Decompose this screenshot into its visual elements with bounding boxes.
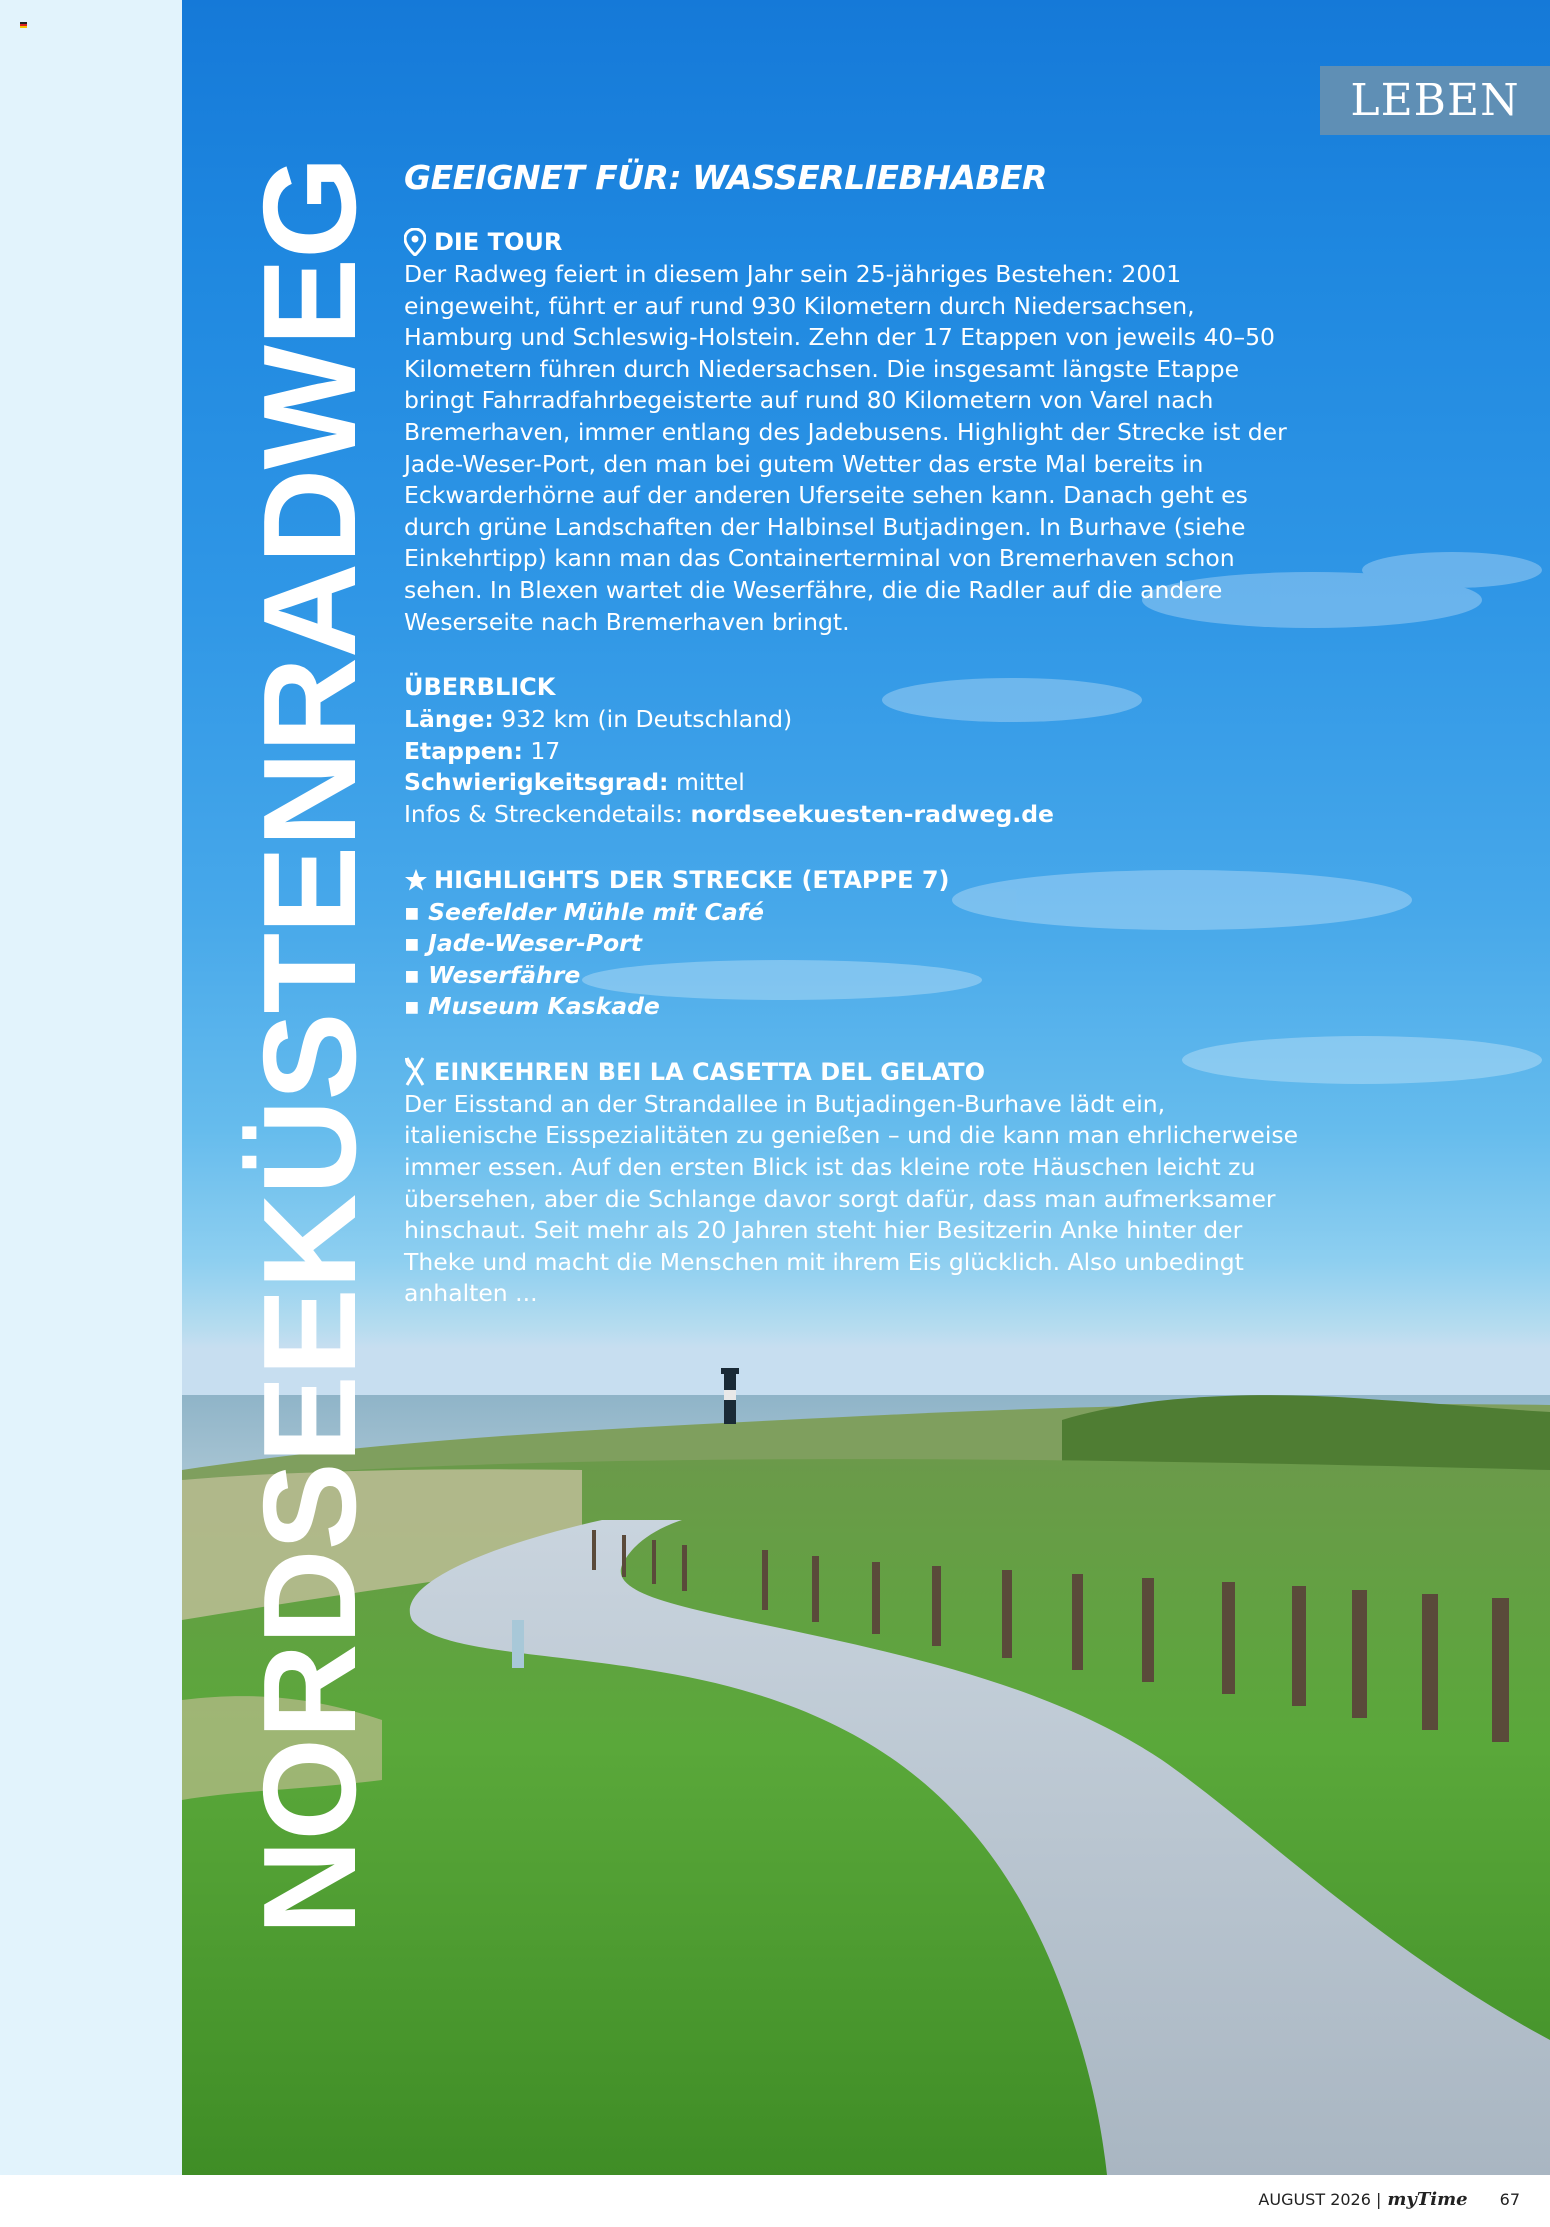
highlight-item: ▪ Seefelder Mühle mit Café — [404, 897, 764, 926]
magazine-brand: myTime — [1387, 2189, 1468, 2210]
vertical-page-title: NORDSEEKÜSTENRADWEG — [236, 157, 383, 1935]
length-value: 932 km (in Deutschland) — [493, 705, 793, 734]
article-subtitle: GEEIGNET FÜR: WASSERLIEBHABER — [404, 158, 1047, 197]
article-body — [404, 158, 1304, 1310]
flag-icon — [20, 22, 27, 28]
overview-length — [404, 704, 1304, 736]
highlights-heading-label: HIGHLIGHTS DER STRECKE (ETAPPE 7) — [434, 865, 950, 894]
stages-value: 17 — [522, 736, 561, 765]
dining-text: Der Eisstand an der Strandallee in Butjadingen-Burhave lädt ein, italienische Eisspezialitäten zu genießen – und die kann man ehrlicherweise immer essen. Auf den ersten Blick ist das kleine rote Häuschen leicht zu übersehen, aber die Schlange davor sorgt dafür, dass man aufmerksamer hinschaut. Seit mehr als 20 Jahren steht hier Besitzerin Anke hinter der Theke und macht die Menschen mit ihrem Eis glücklich. Also unbedingt anhalten ... — [404, 1089, 1299, 1308]
overview-info — [404, 799, 1304, 831]
left-margin-strip — [0, 0, 182, 2175]
info-label: Infos & Streckendetails: — [404, 799, 691, 828]
dining-heading — [404, 1055, 1304, 1089]
tour-text: Der Radweg feiert in diesem Jahr sein 25-jähriges Bestehen: 2001 eingeweiht, führt er auf rund 930 Kilometern durch Niedersachsen, Hamburg und Schleswig-Holstein. Zehn der 17 Etappen von jeweils 40–50 Kilometern führen durch Niedersachsen. Die insgesamt längste Etappe bringt Fahrradfahrbegeisterte auf rund 80 Kilometern von Varel nach Bremerhaven, immer entlang des Jadebusens. Highlight der Strecke ist der Jade-Weser-Port, den man bei gutem Wetter das erste Mal bereits in Eckwarderhörne auf der anderen Uferseite sehen kann. Danach geht es durch grüne Landschaften der Halbinsel Butjadingen. In Burhave (siehe Einkehrtipp) kann man das Containerterminal von Bremerhaven schon sehen. In Blexen wartet die Weserfähre, die die Radler auf die andere Weserseite nach Bremerhaven bringt. — [404, 260, 1287, 636]
page-footer — [0, 2175, 1550, 2227]
issue-date: AUGUST 2026 | — [1258, 2190, 1382, 2209]
dining-heading-label: EINKEHREN BEI LA CASETTA DEL GELATO — [434, 1057, 986, 1086]
tour-heading — [404, 225, 1304, 259]
tour-section — [404, 225, 1304, 638]
length-label: Länge: — [404, 705, 494, 734]
star-icon — [404, 868, 430, 892]
tour-heading-label: DIE TOUR — [434, 228, 563, 256]
dining-section — [404, 1055, 1304, 1310]
page-number: 67 — [1499, 2190, 1520, 2209]
fork-knife-icon — [404, 1057, 430, 1087]
stages-label: Etappen: — [404, 736, 523, 765]
highlight-item: ▪ Jade-Weser-Port — [404, 929, 642, 958]
overview-stages — [404, 736, 1304, 768]
highlight-item: ▪ Weserfähre — [404, 960, 581, 989]
overview-difficulty — [404, 767, 1304, 799]
info-link[interactable]: nordseekuesten-radweg.de — [690, 799, 1054, 828]
location-pin-icon — [404, 228, 430, 256]
overview-heading: ÜBERBLICK — [404, 673, 556, 702]
highlights-heading — [404, 863, 1304, 897]
highlight-item: ▪ Museum Kaskade — [404, 992, 660, 1021]
highlights-section — [404, 863, 1304, 1023]
overview-section — [404, 670, 1304, 830]
difficulty-value: mittel — [668, 768, 745, 797]
difficulty-label: Schwierigkeitsgrad: — [404, 768, 669, 797]
section-tag: LEBEN — [1320, 66, 1550, 135]
